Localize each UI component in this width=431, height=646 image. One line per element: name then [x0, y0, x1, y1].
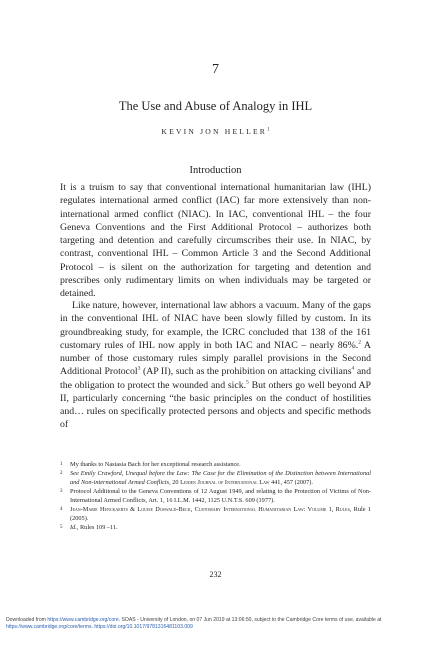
footnote-ref-2[interactable]: 2	[358, 339, 361, 346]
footnote-ref-3[interactable]: 3	[137, 365, 141, 372]
paragraph-text: It is a truism to say that conventional international humanitarian law (IHL) regulates international armed conflict (IAC) far more extensively than non-international armed conflict (NIAC). In IAC, conventional IHL – the four Geneva Conventions and the First Additional Protocol – authorizes both targeting and detention and carefully circumscribes their use. In NIAC, by contrast, conventional IHL – Common Article 3 and the Second Additional Protocol – is silent on the authorization for targeting and detention and prescribes only rudimentary limits on when individuals may be targeted or detained.	[60, 182, 371, 299]
cambridge-core-link[interactable]: https://www.cambridge.org/core	[47, 617, 119, 623]
footnote-3: 3 Protocol Additional to the Geneva Conventions of 12 August 1949, and relating to the Protection of Victims of Non-International Armed Conflicts, Art. 1, 16 I.L.M. 1442, 1125 U.N.T.S. 609 (1977).	[60, 487, 371, 504]
page-number: 232	[209, 570, 222, 579]
download-notice: Downloaded from https://www.cambridge.org/core. SOAS - University of London, on 07 Jun 2019 at 13:06:50, subject to the Cambridge Core terms of use, available at https://www.cambridge.org/core/terms. https://doi.org/10.1017/9781316481103.009	[6, 617, 382, 631]
author-name: KEVIN JON HELLER$^1$	[161, 127, 270, 136]
footnote-5: 5 Id., Rules 109 –11.	[60, 523, 118, 531]
footnote-1: 1 My thanks to Nastasia Bach for her exceptional research assistance.	[60, 461, 241, 468]
footnote-2: 2 See Emily Crawford, Unequal before the Law: The Case for the Elimination of the Distinction between International and Non-international Armed Conflicts, 20 Leiden Journal of International Law 441, 457 (2007).	[60, 470, 371, 486]
terms-link[interactable]: https://www.cambridge.org/core/terms	[6, 624, 92, 631]
doi-link[interactable]: https://doi.org/10.1017/9781316481103.009	[94, 624, 193, 631]
body-paragraph-1	[60, 181, 371, 300]
footnotes	[60, 461, 371, 533]
footnote-ref-4[interactable]: 4	[351, 365, 355, 372]
footnote-4: 4 Jean-Marie Henckaerts & Louise Doswald-Beck, Customary International Humanitarian Law: Volume 1, Rules, Rule 1 (2005).	[60, 505, 371, 522]
body-paragraph-2	[60, 299, 371, 432]
paragraph-text: Like nature, however, international law abhors a vacuum. Many of the gaps in the conventional IHL of NIAC have been slowly filled by custom. In its groundbreaking study, for example, the ICRC concluded that 138 of the 161 customary rules of IHL now apply in both IAC and NIAC – nearly 86%.$^2$ A number of those customary rules simply parallel provisions in the Second Additional Protocol$^3$ (AP II), such as the prohibition on attacking civilians$^4$ and the obligation to protect the wounded and sick.$^5$ But others go well beyond AP II, particularly concerning “the basic principles on the conduct of hostilities and… rules on specifically protected persons and objects and specific methods of	[60, 300, 372, 431]
section-heading: Introduction	[189, 165, 242, 176]
chapter-number: 7	[212, 62, 219, 77]
author-note-marker: 1	[267, 127, 270, 133]
chapter-title: The Use and Abuse of Analogy in IHL	[118, 99, 313, 113]
footnote-ref-5[interactable]: 5	[246, 379, 249, 386]
